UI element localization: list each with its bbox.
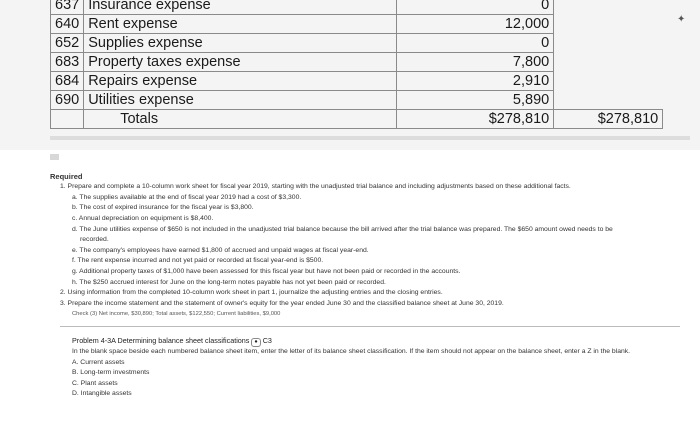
required-item-3: 3. Prepare the income statement and the statement of owner's equity for the year ended June 30 and the classified balance sheet at June 30, 2019.: [60, 299, 504, 307]
account-name: Repairs expense: [84, 72, 397, 91]
required-item-2: 2. Using information from the completed 10-column work sheet in part 1, journalize the adjusting entries and the closing entries.: [60, 289, 443, 297]
trial-balance-table: [50, 0, 663, 129]
account-number: 652: [51, 34, 84, 53]
credit-amount: [554, 34, 663, 53]
credit-amount: [554, 0, 663, 15]
fact-d: d. The June utilities expense of $650 is not included in the unadjusted trial balance because the bill arrived after the trial balance was prepared. The $650 amount owed needs to be: [72, 225, 613, 233]
square-marker-icon: [50, 154, 59, 160]
account-name: Insurance expense: [84, 0, 397, 15]
class-a: A. Current assets: [72, 358, 125, 366]
section-divider: [60, 326, 680, 327]
table-row: [51, 53, 663, 72]
class-d: D. Intangible assets: [72, 390, 132, 398]
totals-label: Totals: [84, 110, 397, 129]
account-number: 640: [51, 15, 84, 34]
totals-debit: $278,810: [397, 110, 554, 129]
account-name: Utilities expense: [84, 91, 397, 110]
problem-title: Problem 4-3A Determining balance sheet classifications: [72, 335, 250, 345]
account-number: 637: [51, 0, 84, 15]
debit-amount: 12,000: [397, 15, 554, 34]
debit-amount: 5,890: [397, 91, 554, 110]
text-content: [50, 150, 690, 400]
totals-row: [51, 110, 663, 129]
debit-amount: 0: [397, 0, 554, 15]
fact-b: b. The cost of expired insurance for the fiscal year is $3,800.: [72, 204, 254, 212]
required-item-1: 1. Prepare and complete a 10-column work sheet for fiscal year 2019, starting with the unadjusted trial balance and including adjustments based on these additional facts.: [60, 183, 571, 191]
totals-credit: $278,810: [554, 110, 663, 129]
table-row: [51, 0, 663, 15]
fact-g: g. Additional property taxes of $1,000 have been assessed for this fiscal year but have not been paid or recorded in the accounts.: [72, 267, 461, 275]
credit-amount: [554, 15, 663, 34]
fact-a: a. The supplies available at the end of fiscal year 2019 had a cost of $3,300.: [72, 193, 302, 201]
table-row: [51, 34, 663, 53]
debit-amount: 7,800: [397, 53, 554, 72]
account-name: Rent expense: [84, 15, 397, 34]
debit-amount: 0: [397, 34, 554, 53]
totals-code-cell: [51, 110, 84, 129]
account-number: 683: [51, 53, 84, 72]
table-row: [51, 91, 663, 110]
objective-badge: C3: [262, 335, 272, 345]
objective-icon: ●: [251, 338, 260, 347]
account-name: Supplies expense: [84, 34, 397, 53]
divider: [50, 136, 690, 140]
table-row: [51, 72, 663, 91]
required-heading: Required: [50, 171, 83, 181]
class-c: C. Plant assets: [72, 379, 118, 387]
credit-amount: [554, 72, 663, 91]
account-name: Property taxes expense: [84, 53, 397, 72]
class-b: B. Long-term investments: [72, 369, 150, 377]
problem-instructions: In the blank space beside each numbered balance sheet item, enter the letter of its balance sheet classification. If the item should not appear on the balance sheet, enter a Z in the blank.: [72, 347, 631, 355]
fact-e: e. The company's employees have earned $1,800 of accrued and unpaid wages at fiscal year-end.: [72, 246, 369, 254]
check-figures: Check (3) Net income, $30,890; Total assets, $122,550; Current liabilities, $9,000: [72, 311, 281, 318]
credit-amount: [554, 53, 663, 72]
account-number: 690: [51, 91, 84, 110]
sparkle-icon: ✦: [677, 14, 686, 25]
fact-c: c. Annual depreciation on equipment is $8,400.: [72, 214, 214, 222]
problem-title-line: [50, 336, 690, 347]
fact-h: h. The $250 accrued interest for June on the long-term notes payable has not yet been paid or recorded.: [72, 278, 386, 286]
credit-amount: [554, 91, 663, 110]
table-row: [51, 15, 663, 34]
account-number: 684: [51, 72, 84, 91]
fact-d-continued: recorded.: [80, 236, 109, 244]
debit-amount: 2,910: [397, 72, 554, 91]
fact-f: f. The rent expense incurred and not yet paid or recorded at fiscal year-end is $500.: [72, 257, 324, 265]
